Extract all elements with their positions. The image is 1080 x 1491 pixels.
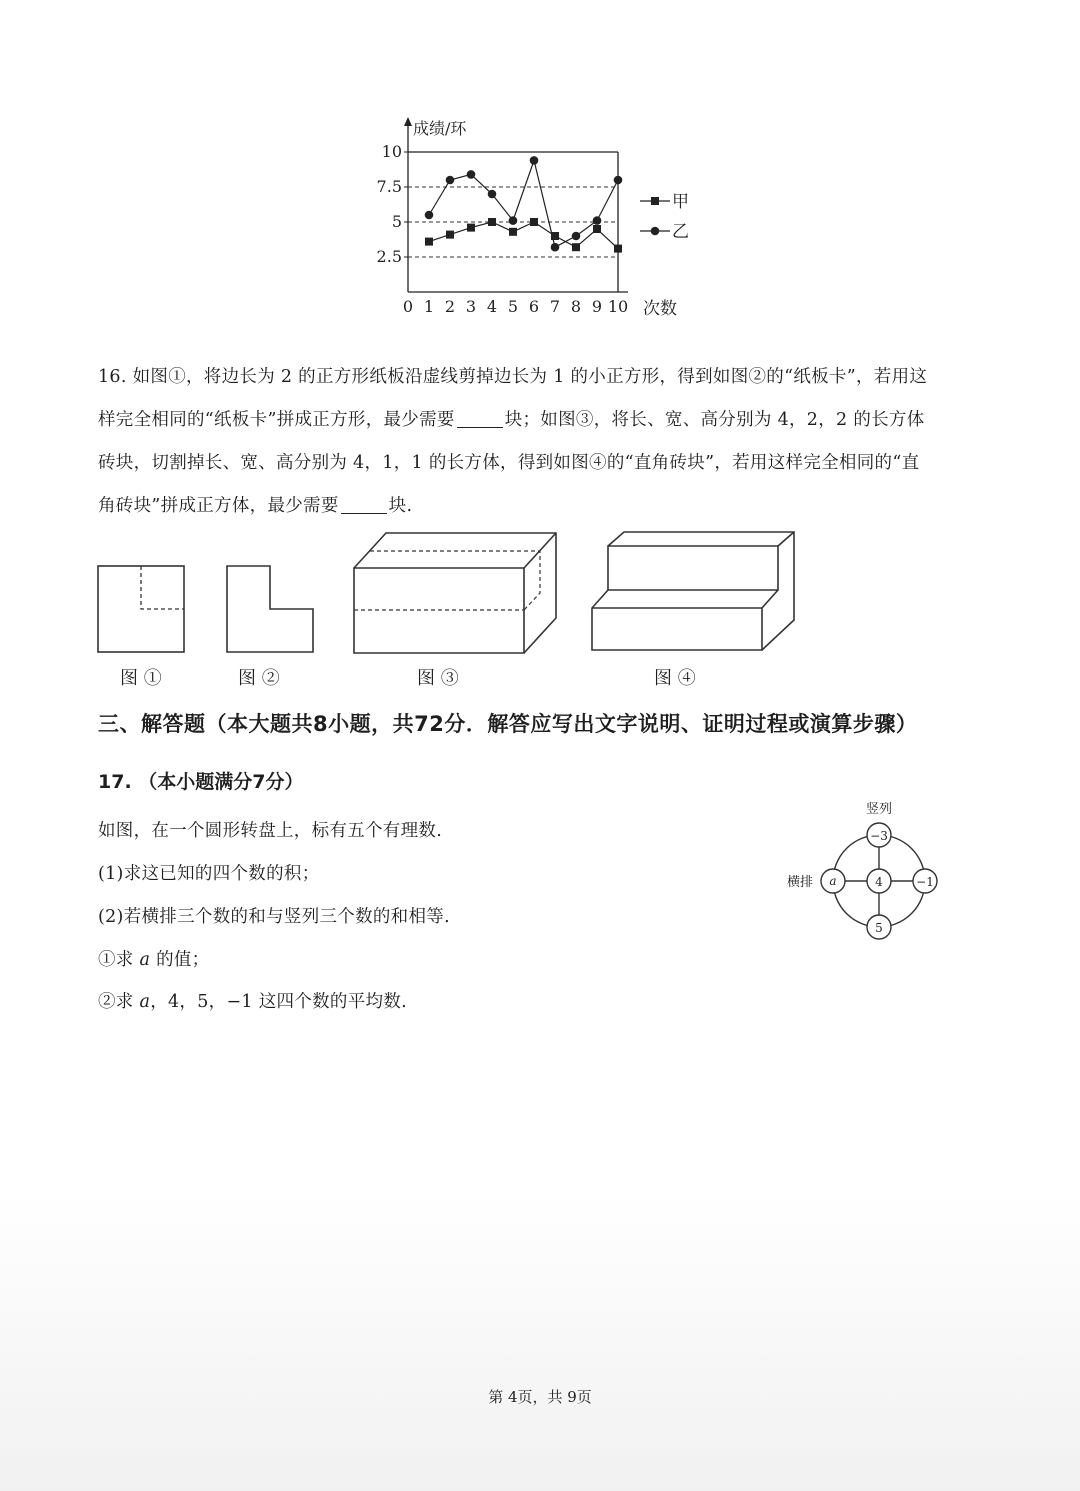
caption-figure-2: 图 ② [238, 668, 280, 689]
q16-line-4 [98, 485, 988, 528]
x-tick-label: 7 [549, 297, 561, 316]
data-point-jia [572, 243, 580, 251]
variable-a: a [139, 992, 151, 1012]
x-tick-label: 2 [444, 297, 456, 316]
section-3-heading: 三、解答题（本大题共8小题，共72分．解答应写出文字说明、证明过程或演算步骤） [98, 712, 918, 736]
data-point-jia [425, 238, 433, 246]
data-point-yi [593, 216, 602, 225]
y-axis-arrow [404, 117, 412, 126]
q17-line-4-a: ①求 [98, 950, 140, 970]
data-point-yi [614, 176, 623, 185]
legend-label: 乙 [672, 222, 689, 242]
q16-line-1: 16. 如图①，将边长为 2 的正方形纸板沿虚线剪掉边长为 1 的小正方形，得到如图②的“纸板卡”，若用这 [98, 367, 928, 387]
data-point-yi [530, 156, 539, 165]
data-point-jia [509, 228, 517, 236]
caption-figure-3: 图 ③ [417, 668, 459, 689]
q17-line-5-b: ，4，5，−1 这四个数的平均数. [150, 992, 407, 1012]
legend-marker-circle [651, 227, 660, 236]
legend-marker-square [651, 197, 659, 205]
x-axis-label: 次数 [643, 299, 677, 319]
q17-line-2: (1)求这已知的四个数的积； [98, 864, 320, 884]
data-point-jia [614, 245, 622, 253]
q17-line-1: 如图，在一个圆形转盘上，标有五个有理数. [98, 821, 443, 841]
caption-figure-4: 图 ④ [654, 668, 696, 689]
data-point-jia [467, 224, 475, 232]
legend-label: 甲 [672, 192, 689, 212]
page-number-footer: 第 4页，共 9页 [488, 1388, 592, 1406]
data-point-yi [467, 170, 476, 179]
data-point-yi [488, 190, 497, 199]
q16-line-3: 砖块，切割掉长、宽、高分别为 4，1，1 的长方体，得到如图④的“直角砖块”，若用这样完全相同的“直 [98, 453, 920, 473]
data-point-yi [572, 232, 581, 241]
q16-line-2-a: 样完全相同的“纸板卡”拼成正方形，最少需要 [98, 410, 455, 430]
x-tick-label: 4 [486, 297, 498, 316]
q16-line-2 [98, 399, 988, 442]
q16-line-4-a: 角砖块”拼成正方体，最少需要 [98, 496, 339, 516]
wheel-right-value: −1 [916, 875, 934, 889]
figure-1-square-diagram [96, 564, 188, 656]
q16-line-4-b: 块. [388, 496, 413, 516]
variable-a: a [139, 950, 151, 970]
data-point-yi [509, 216, 518, 225]
caption-figure-1: 图 ① [120, 668, 162, 689]
q17-line-5-a: ②求 [98, 992, 140, 1012]
y-tick-label: 2.5 [376, 247, 402, 266]
x-tick-label: 5 [507, 297, 519, 316]
wheel-bottom-value: 5 [875, 921, 883, 935]
x-tick-label: 8 [570, 297, 582, 316]
score-line-chart [360, 112, 720, 327]
answer-blank-1[interactable] [457, 407, 503, 428]
q17-line-4 [98, 946, 209, 971]
data-point-jia [530, 218, 538, 226]
series-line-yi [429, 160, 618, 247]
wheel-node-top [867, 823, 891, 847]
q17-line-4-b: 的值； [150, 950, 210, 970]
x-tick-label: 1 [423, 297, 435, 316]
wheel-node-bottom [867, 915, 891, 939]
answer-blank-2[interactable] [341, 493, 387, 514]
data-point-yi [446, 176, 455, 185]
wheel-node-center [867, 869, 891, 893]
x-tick-label: 3 [465, 297, 477, 316]
wheel-left-value: a [829, 874, 837, 888]
figure-3-cuboid-diagram [352, 530, 558, 656]
data-point-jia [593, 225, 601, 233]
data-point-jia [488, 218, 496, 226]
y-tick-label: 7.5 [376, 177, 402, 196]
wheel-node-right [913, 869, 937, 893]
x-tick-label: 10 [607, 297, 629, 316]
x-tick-label: 0 [402, 297, 414, 316]
wheel-top-value: −3 [870, 829, 888, 843]
data-point-jia [446, 231, 454, 239]
figure-4-corner-brick-diagram [590, 530, 796, 656]
data-point-yi [425, 211, 434, 220]
x-tick-label: 9 [591, 297, 603, 316]
y-axis-label: 成绩/环 [413, 119, 467, 138]
q16-line-2-b: 块；如图③，将长、宽、高分别为 4，2，2 的长方体 [504, 410, 925, 430]
wheel-center-value: 4 [875, 875, 883, 889]
question-17-title: 17. （本小题满分7分） [98, 771, 304, 793]
y-tick-label: 10 [381, 142, 402, 161]
q17-line-3: (2)若横排三个数的和与竖列三个数的和相等. [98, 907, 450, 927]
q17-line-5 [98, 988, 407, 1013]
number-wheel-diagram [780, 795, 950, 950]
wheel-column-label: 竖列 [865, 802, 893, 817]
question-16-text [98, 356, 988, 528]
figure-2-l-card-diagram [225, 564, 317, 656]
wheel-row-label: 横排 [786, 875, 814, 890]
wheel-node-left [821, 869, 845, 893]
data-point-yi [551, 243, 560, 252]
y-tick-label: 5 [391, 212, 402, 231]
x-tick-label: 6 [528, 297, 540, 316]
